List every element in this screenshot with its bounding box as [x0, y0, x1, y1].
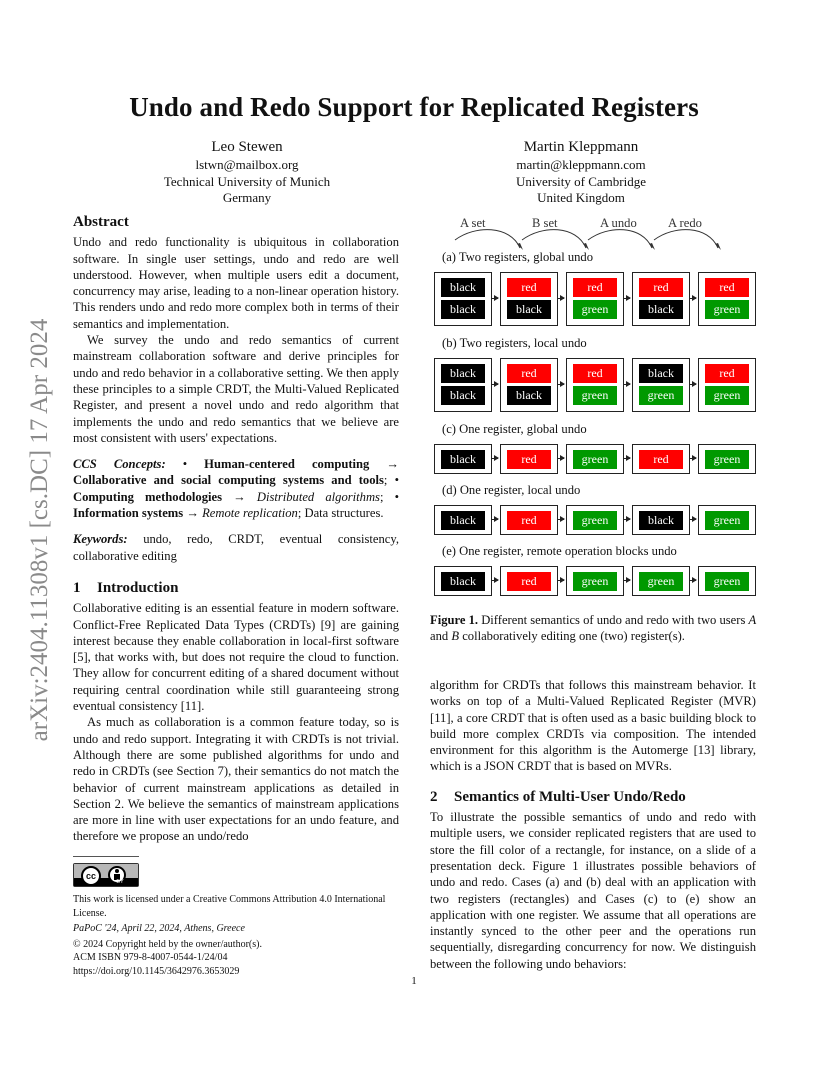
operation-label: A undo — [600, 216, 637, 230]
page-number: 1 — [411, 975, 417, 987]
register-green: green — [705, 511, 749, 530]
transition-arrow — [492, 519, 498, 520]
register-state-box — [566, 358, 624, 412]
register-green: green — [573, 300, 617, 319]
transition-arrow — [624, 384, 630, 385]
register-state-box — [632, 358, 690, 412]
register-state-box — [698, 358, 756, 412]
transition-arrow — [690, 580, 696, 581]
register-state-box — [698, 272, 756, 326]
register-red: red — [573, 278, 617, 297]
register-green: green — [705, 572, 749, 591]
transition-arrow — [492, 298, 498, 299]
register-black: black — [441, 278, 485, 297]
register-green: green — [573, 511, 617, 530]
transition-arrow — [690, 298, 696, 299]
register-state-box — [698, 505, 756, 535]
register-state-box — [566, 272, 624, 326]
cc-by-logo: cc BY — [73, 863, 139, 887]
transition-arrow — [690, 458, 696, 459]
right-paragraph-1: algorithm for CRDTs that follows this mainstream behavior. It works on top of a Multi-Valued Replicated Register (MVR) [11], a core CRDT that is often used as a basic building block to build more complex CRDTs via composition. The intended environment for this algorithm is the Automerge [13] library, which is a JSON CRDT that is based on MVRs. — [430, 678, 756, 774]
transition-arrow — [492, 384, 498, 385]
venue: PaPoC '24, April 22, 2024, Athens, Greece — [73, 923, 245, 934]
figure-subfigure-label: (d) One register, local undo — [442, 483, 581, 497]
register-red: red — [573, 364, 617, 383]
transition-arrow — [558, 519, 564, 520]
register-green: green — [705, 386, 749, 405]
operation-label: A redo — [668, 216, 702, 230]
register-red: red — [507, 450, 551, 469]
ccs-concepts: CCS Concepts: • Human-centered computing → Collaborative and social computing systems and tools; • Computing methodologies → Distributed algorithms; • Information systems → Remote replication; Data structures. — [73, 457, 399, 521]
register-black: black — [441, 511, 485, 530]
abstract-paragraph-2: We survey the undo and redo semantics of current mainstream collaboration software and derive principles for undo and redo behavior in a collaborative setting. We then apply these principles to a simple CRDT, the Multi-Valued Replicated Register, and present a novel undo and redo algorithm that implements the undo and redo semantics that we believe are most consistent with users' expectations. — [73, 333, 399, 445]
register-state-box — [500, 358, 558, 412]
isbn: ACM ISBN 979-8-4007-0544-1/24/04 — [73, 952, 228, 963]
doi[interactable]: https://doi.org/10.1145/3642976.3653029 — [73, 965, 240, 977]
transition-arrow — [624, 458, 630, 459]
author-affiliation: Technical University of Munich — [163, 173, 331, 189]
author-block-2 — [474, 138, 688, 207]
copyright: © 2024 Copyright held by the owner/author(s). — [73, 938, 262, 950]
author-block-1 — [140, 138, 354, 207]
register-red: red — [507, 511, 551, 530]
license-footnote — [73, 856, 399, 978]
author-name: Leo Stewen — [211, 139, 283, 155]
intro-paragraph-1: Collaborative editing is an essential feature in modern software. Conflict-Free Replicated Data Types (CRDTs) [9] are gaining interest because they enable collaboration in local-first software [5], that works with, but does not require the cloud to function. They allow for concurrent editing of a shared document without requiring central coordination while still guaranteeing strong eventual consistency [11]. — [73, 601, 399, 714]
register-green: green — [573, 572, 617, 591]
operation-label: A set — [460, 216, 486, 230]
transition-arrow — [690, 519, 696, 520]
transition-arrow — [558, 384, 564, 385]
transition-arrow — [624, 519, 630, 520]
operation-label: B set — [532, 216, 558, 230]
transition-arrow — [558, 458, 564, 459]
register-black: black — [441, 450, 485, 469]
register-state-box — [500, 272, 558, 326]
register-red: red — [507, 278, 551, 297]
register-green: green — [639, 572, 683, 591]
abstract-heading: Abstract — [73, 214, 129, 230]
section-2-paragraph-1: To illustrate the possible semantics of undo and redo with multiple users, we consider replicated registers that are used to store the fill color of a rectangle, for instance, on a slide of a presentation deck. Figure 1 illustrates possible behaviors of undo and redo. Cases (a) and (b) deal with an application with two registers (rectangles) and Cases (c) to (e) show an application with one register. We assume that all operations are instantly synced to the other peer and the operations run sequentially, disregarding concurrency for now. We distinguish between the following undo behaviors: — [430, 810, 756, 971]
register-black: black — [441, 572, 485, 591]
register-state-box — [566, 444, 624, 474]
register-state-box — [566, 505, 624, 535]
register-state-box — [632, 272, 690, 326]
figure-1 — [430, 210, 760, 610]
cc-icon: cc — [81, 866, 101, 886]
register-state-box — [434, 566, 492, 596]
transition-arrow — [492, 580, 498, 581]
register-black: black — [507, 300, 551, 319]
transition-arrow — [624, 298, 630, 299]
abstract-paragraph-1: Undo and redo functionality is ubiquitous in collaboration software. In single user settings, undo and redo are well understood. However, when multiple users edit a document, concurrency may arise, leading to a non-linear operation history. This renders undo and redo more complex both in terms of their semantics and implementation. — [73, 235, 399, 331]
section-1-heading: 1 Introduction — [73, 579, 179, 596]
register-state-box — [632, 505, 690, 535]
register-red: red — [705, 278, 749, 297]
paper-title: Undo and Redo Support for Replicated Registers — [129, 92, 699, 122]
figure-subfigure-label: (b) Two registers, local undo — [442, 336, 587, 350]
right-column — [430, 677, 756, 972]
register-black: black — [639, 511, 683, 530]
register-red: red — [507, 572, 551, 591]
left-column — [73, 214, 399, 845]
section-2-heading: 2 Semantics of Multi-User Undo/Redo — [430, 788, 686, 805]
register-state-box — [632, 566, 690, 596]
figure-subfigure-label: (a) Two registers, global undo — [442, 250, 594, 264]
intro-paragraph-2: As much as collaboration is a common feature today, so is undo and redo support. Integrating it with CRDTs is not trivial. Although there are some published algorithms for undo and redo in CRDTs (see Section 7), their semantics do not match the behavior of current mainstream applications as detailed in Section 2. We believe the semantics of mainstream applications are more in line with user expectations for an undo feature, and therefore we propose an undo/redo — [73, 715, 399, 844]
register-state-box — [500, 444, 558, 474]
register-black: black — [441, 300, 485, 319]
transition-arrow — [558, 298, 564, 299]
transition-arrow — [492, 458, 498, 459]
transition-arrow — [624, 580, 630, 581]
figure-caption: Figure 1. Different semantics of undo and redo with two users A and B collaboratively editing one (two) register(s). — [430, 613, 757, 644]
register-state-box — [434, 358, 492, 412]
register-red: red — [639, 450, 683, 469]
register-red: red — [705, 364, 749, 383]
author-name: Martin Kleppmann — [523, 139, 639, 155]
register-state-box — [698, 566, 756, 596]
figure-subfigure-label: (c) One register, global undo — [442, 422, 587, 436]
license-text: This work is licensed under a Creative Commons Attribution 4.0 International License. — [73, 894, 386, 919]
transition-arrow — [690, 384, 696, 385]
register-green: green — [705, 450, 749, 469]
register-state-box — [434, 272, 492, 326]
figure-subfigure-label: (e) One register, remote operation blocks undo — [442, 544, 677, 558]
author-affiliation: University of Cambridge — [516, 173, 646, 189]
arxiv-stamp: arXiv:2404.11308v1 [cs.DC] 17 Apr 2024 — [26, 318, 53, 742]
author-country: Germany — [222, 190, 272, 205]
keywords: Keywords: undo, redo, CRDT, eventual consistency, collaborative editing — [73, 532, 399, 563]
register-green: green — [639, 386, 683, 405]
register-state-box — [434, 444, 492, 474]
register-state-box — [500, 505, 558, 535]
register-state-box — [434, 505, 492, 535]
register-state-box — [566, 566, 624, 596]
register-red: red — [507, 364, 551, 383]
author-email[interactable]: lstwn@mailbox.org — [195, 157, 299, 172]
register-black: black — [441, 386, 485, 405]
register-black: black — [441, 364, 485, 383]
register-state-box — [500, 566, 558, 596]
register-state-box — [698, 444, 756, 474]
transition-arrow — [558, 580, 564, 581]
register-black: black — [639, 364, 683, 383]
register-red: red — [639, 278, 683, 297]
register-green: green — [573, 386, 617, 405]
register-green: green — [705, 300, 749, 319]
author-country: United Kingdom — [537, 190, 625, 205]
register-state-box — [632, 444, 690, 474]
author-email[interactable]: martin@kleppmann.com — [516, 157, 646, 172]
register-green: green — [573, 450, 617, 469]
register-black: black — [507, 386, 551, 405]
register-black: black — [639, 300, 683, 319]
